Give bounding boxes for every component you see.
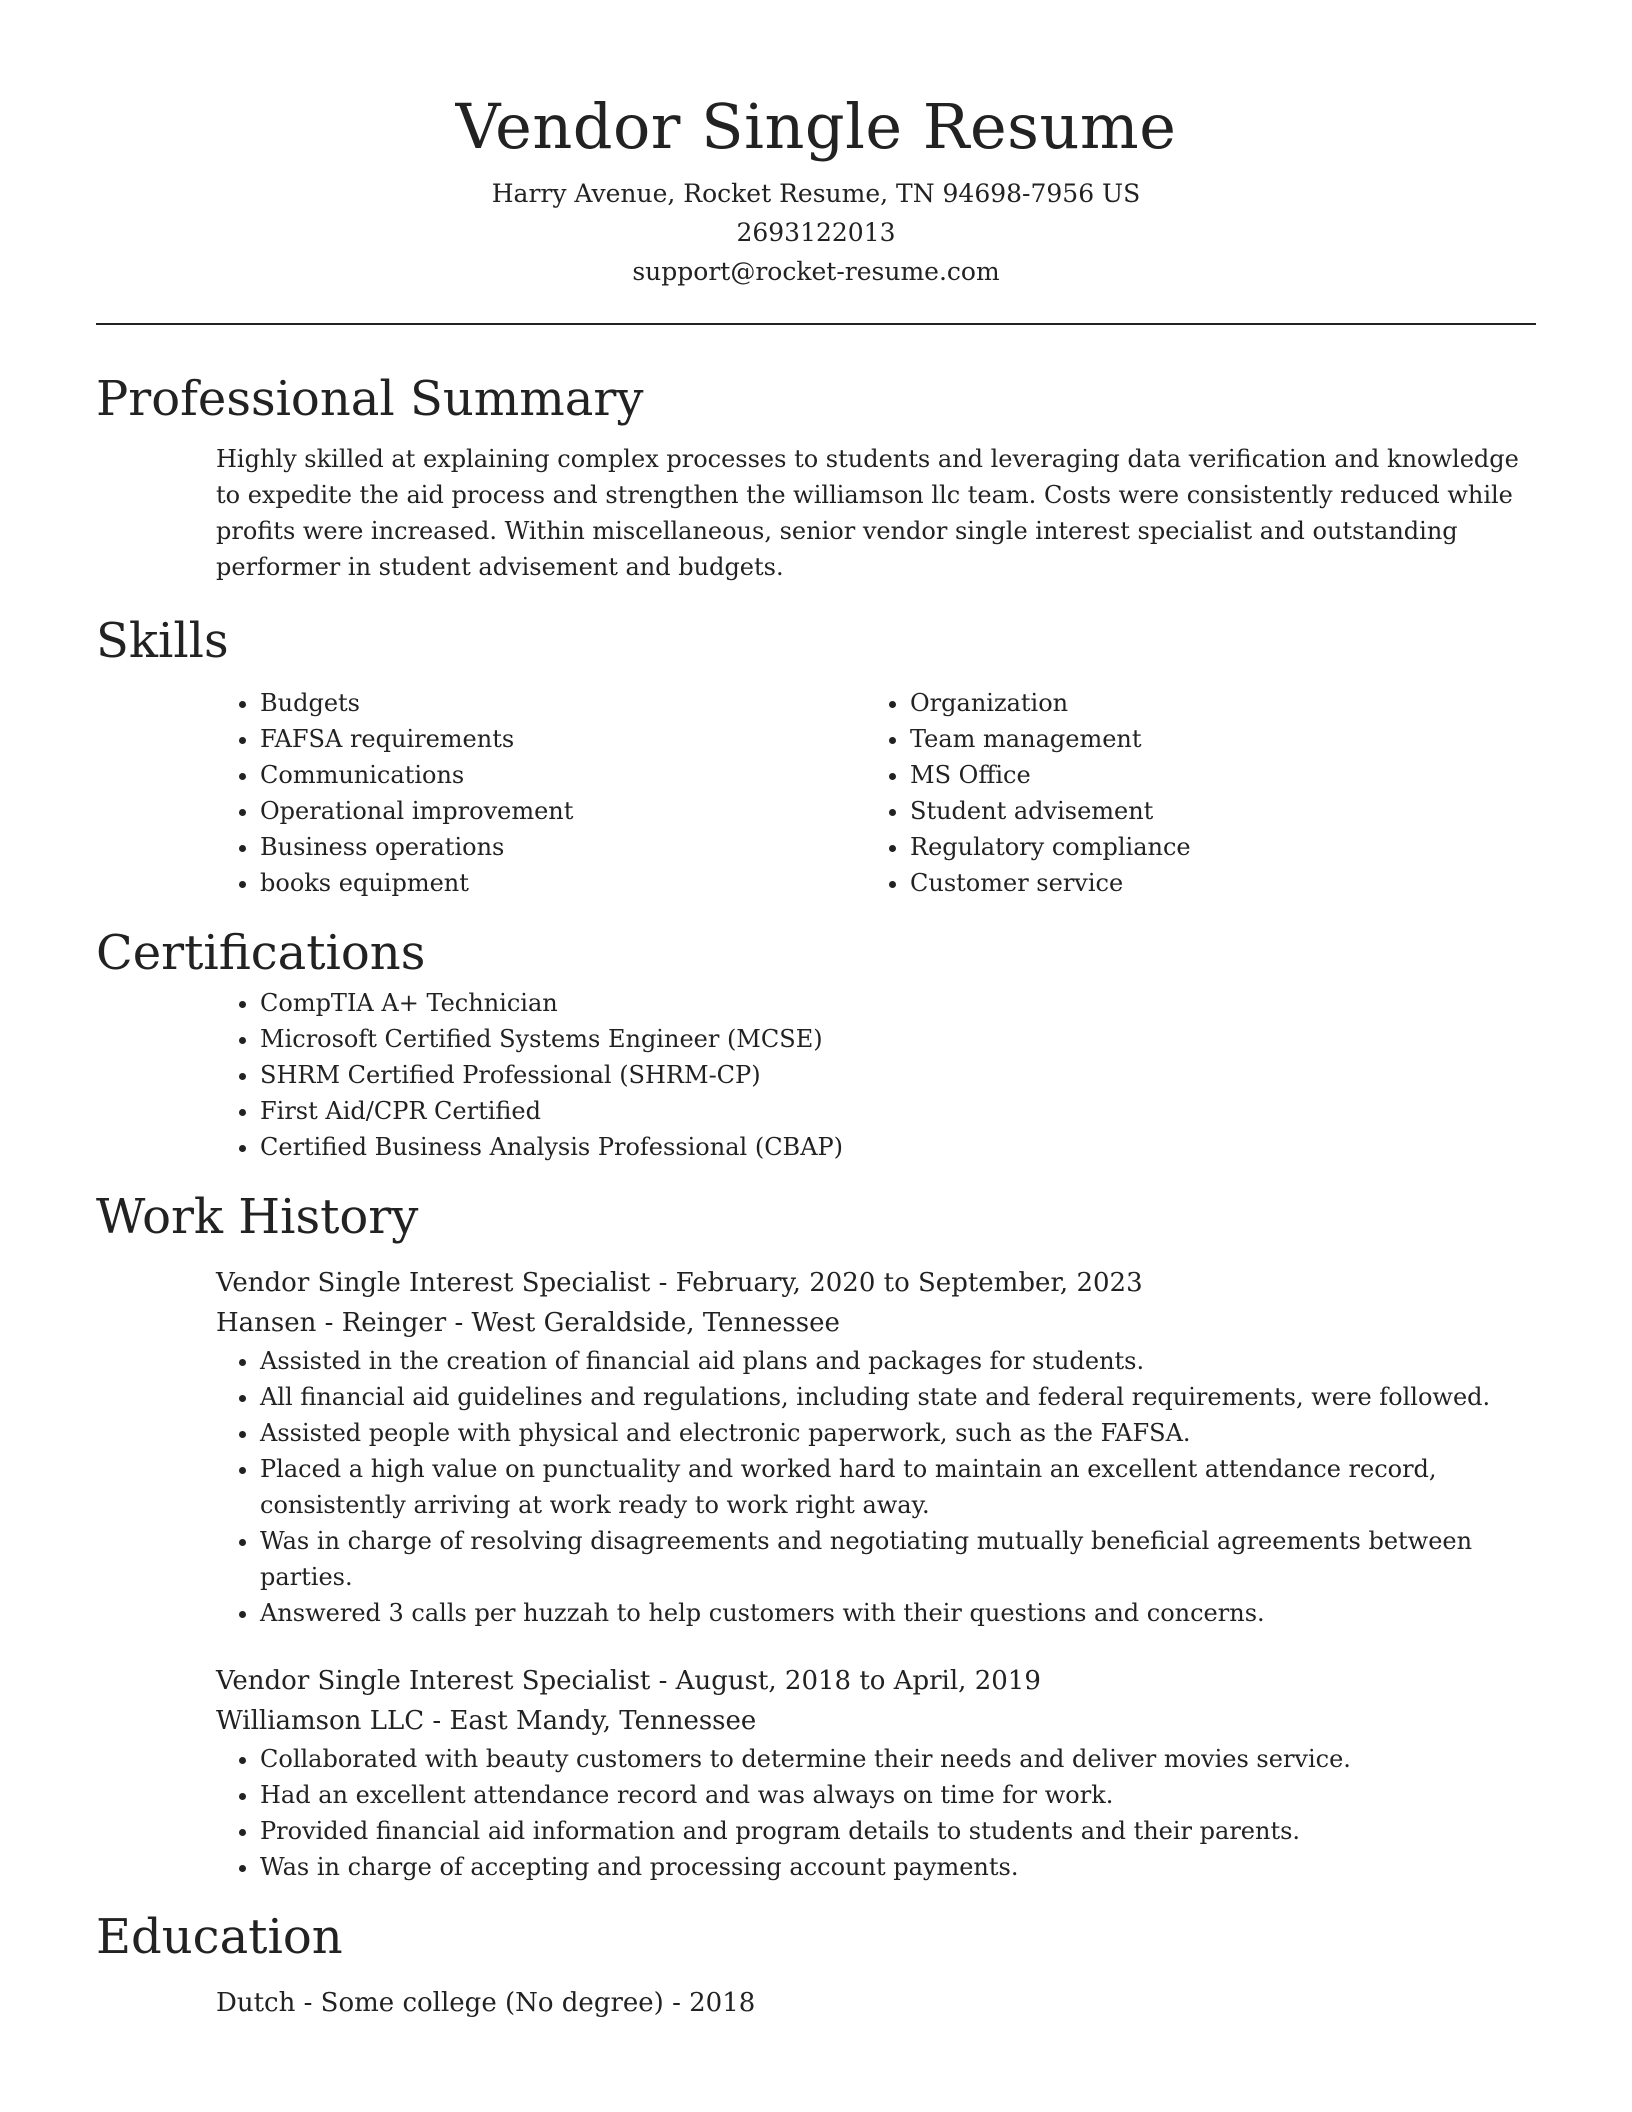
certification-item: • CompTIA A+ Technician bbox=[260, 985, 1536, 1021]
job-dates: - February, 2020 to September, 2023 bbox=[650, 1268, 1143, 1298]
certifications-section bbox=[96, 921, 1536, 1165]
job-duties-list bbox=[96, 1741, 1536, 1885]
skill-item: • Operational improvement bbox=[260, 793, 910, 829]
certifications-heading: Certifications bbox=[96, 925, 426, 981]
contact-address: Harry Avenue, Rocket Resume, TN 94698-7956 US bbox=[491, 179, 1141, 208]
resume-header bbox=[96, 0, 1536, 291]
skills-column-left bbox=[96, 685, 910, 901]
job-duty-item: • Had an excellent attendance record and was always on time for work. bbox=[260, 1777, 1536, 1813]
job-location: - West Geraldside, Tennessee bbox=[446, 1308, 840, 1338]
certification-item: • Microsoft Certified Systems Engineer (MCSE) bbox=[260, 1021, 1536, 1057]
education-heading: Education bbox=[96, 1909, 343, 1965]
work-history-section bbox=[96, 1185, 1536, 1885]
education-section bbox=[96, 1905, 1536, 2023]
contact-phone: 2693122013 bbox=[736, 218, 896, 247]
skill-item: • Communications bbox=[260, 757, 910, 793]
certifications-list bbox=[96, 985, 1536, 1165]
skill-item: • MS Office bbox=[910, 757, 1536, 793]
job-duty-item: • All financial aid guidelines and regulations, including state and federal requirements, were followed. bbox=[260, 1379, 1536, 1415]
job-title-line bbox=[96, 1661, 1536, 1701]
work-history-heading: Work History bbox=[96, 1189, 419, 1245]
certification-item: • First Aid/CPR Certified bbox=[260, 1093, 1536, 1129]
job-entry bbox=[96, 1661, 1536, 1885]
education-entry bbox=[96, 1983, 1536, 2023]
job-company: Williamson LLC bbox=[216, 1706, 425, 1736]
job-title-line bbox=[96, 1263, 1536, 1303]
skills-section bbox=[96, 609, 1536, 901]
job-duty-item: • Was in charge of resolving disagreements and negotiating mutually beneficial agreements between parties. bbox=[260, 1523, 1536, 1595]
summary-text: Highly skilled at explaining complex processes to students and leveraging data verification and knowledge to expedite the aid process and strengthen the williamson llc team. Costs were consistently reduced while profits were increased. Within miscellaneous, senior vendor single interest specialist and outstanding performer in student advisement and budgets. bbox=[216, 445, 1519, 581]
skill-item: • FAFSA requirements bbox=[260, 721, 910, 757]
certification-item: • Certified Business Analysis Professional (CBAP) bbox=[260, 1129, 1536, 1165]
summary-heading: Professional Summary bbox=[96, 371, 644, 427]
job-location: - East Mandy, Tennessee bbox=[424, 1706, 757, 1736]
job-company: Hansen - Reinger bbox=[216, 1308, 447, 1338]
skill-item: • Customer service bbox=[910, 865, 1536, 901]
skill-item: • Regulatory compliance bbox=[910, 829, 1536, 865]
job-position: Vendor Single Interest Specialist bbox=[216, 1666, 651, 1696]
job-duty-item: • Assisted people with physical and electronic paperwork, such as the FAFSA. bbox=[260, 1415, 1536, 1451]
job-duty-item: • Assisted in the creation of financial aid plans and packages for students. bbox=[260, 1343, 1536, 1379]
job-duty-item: • Provided financial aid information and program details to students and their parents. bbox=[260, 1813, 1536, 1849]
job-duty-item: • Answered 3 calls per huzzah to help customers with their questions and concerns. bbox=[260, 1595, 1536, 1631]
job-dates: - August, 2018 to April, 2019 bbox=[650, 1666, 1041, 1696]
skills-column-right bbox=[910, 685, 1536, 901]
header-divider bbox=[96, 323, 1536, 325]
skill-item: • Organization bbox=[910, 685, 1536, 721]
job-duties-list bbox=[96, 1343, 1536, 1631]
education-degree: - Some college (No degree) - 2018 bbox=[295, 1988, 756, 2018]
skills-heading: Skills bbox=[96, 613, 229, 669]
summary-section bbox=[96, 367, 1536, 585]
job-entry bbox=[96, 1263, 1536, 1631]
job-company-line bbox=[96, 1303, 1536, 1343]
job-duty-item: • Was in charge of accepting and processing account payments. bbox=[260, 1849, 1536, 1885]
contact-email: support@rocket-resume.com bbox=[632, 257, 1000, 286]
skill-item: • Budgets bbox=[260, 685, 910, 721]
job-duty-item: • Placed a high value on punctuality and worked hard to maintain an excellent attendance record, consistently arriving at work ready to work right away. bbox=[260, 1451, 1536, 1523]
job-duty-item: • Collaborated with beauty customers to determine their needs and deliver movies service. bbox=[260, 1741, 1536, 1777]
job-position: Vendor Single Interest Specialist bbox=[216, 1268, 651, 1298]
job-company-line bbox=[96, 1701, 1536, 1741]
education-school: Dutch bbox=[216, 1988, 296, 2018]
skill-item: • Student advisement bbox=[910, 793, 1536, 829]
skill-item: • books equipment bbox=[260, 865, 910, 901]
contact-block bbox=[96, 174, 1536, 291]
skill-item: • Team management bbox=[910, 721, 1536, 757]
resume-name: Vendor Single Resume bbox=[455, 90, 1177, 163]
skills-grid bbox=[96, 685, 1536, 901]
certification-item: • SHRM Certified Professional (SHRM-CP) bbox=[260, 1057, 1536, 1093]
skill-item: • Business operations bbox=[260, 829, 910, 865]
